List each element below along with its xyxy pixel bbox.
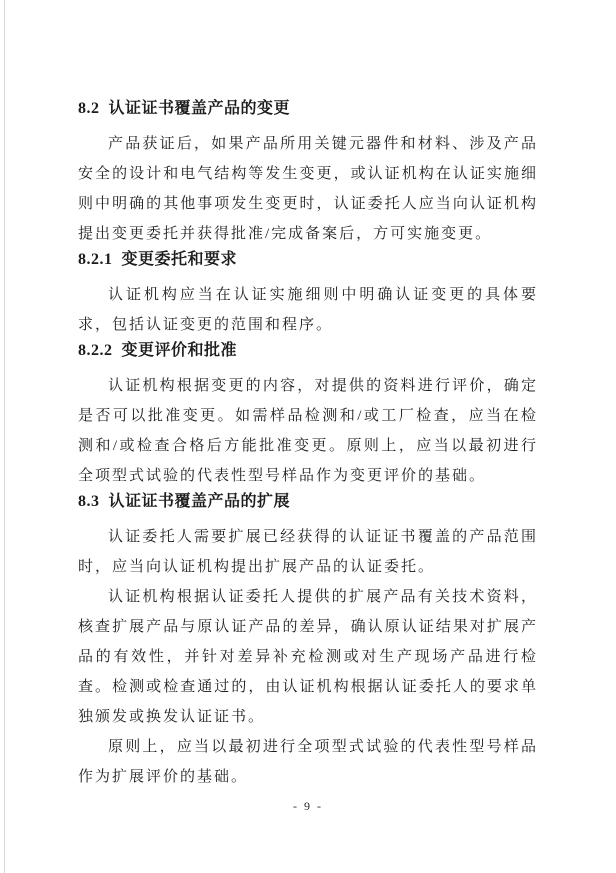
section-number: 8.2 bbox=[78, 100, 100, 117]
section-title: 变更委托和要求 bbox=[121, 251, 238, 268]
section-title: 变更评价和批准 bbox=[121, 342, 238, 359]
section-number: 8.2.2 bbox=[78, 342, 113, 359]
paragraph: 认证机构应当在认证实施细则中明确认证变更的具体要求，包括认证变更的范围和程序。 bbox=[78, 287, 538, 333]
page-number: - 9 - bbox=[293, 799, 323, 813]
paragraph: 认证机构根据变更的内容，对提供的资料进行评价，确定是否可以批准变更。如需样品检测和/或工厂检查，应当在检测和/或检查合格后方能批准变更。原则上，应当以最初进行全项型式试验的代表性型号样品作为变更评价的基础。 bbox=[78, 378, 538, 484]
paragraph: 产品获证后，如果产品所用关键元器件和材料、涉及产品安全的设计和电气结构等发生变更，或认证机构在认证实施细则中明确的其他事项发生变更时，认证委托人应当向认证机构提出变更委托并获得批准/完成备案后，方可实施变更。 bbox=[78, 136, 538, 242]
section-8-2-2 bbox=[78, 340, 538, 491]
section-number: 8.3 bbox=[78, 493, 100, 510]
section-heading bbox=[78, 491, 538, 513]
section-8-2 bbox=[78, 98, 538, 249]
section-heading bbox=[78, 98, 538, 120]
section-title: 认证证书覆盖产品的变更 bbox=[108, 100, 291, 117]
paragraph: 认证委托人需要扩展已经获得的认证证书覆盖的产品范围时，应当向认证机构提出扩展产品的认证委托。 bbox=[78, 529, 538, 575]
section-title: 认证证书覆盖产品的扩展 bbox=[108, 493, 291, 510]
paragraph: 认证机构根据认证委托人提供的扩展产品有关技术资料，核查扩展产品与原认证产品的差异，确认原认证结果对扩展产品的有效性，并针对差异补充检测或对生产现场产品进行检查。检测或检查通过的，由认证机构根据认证委托人的要求单独颁发或换发认证证书。 bbox=[78, 589, 538, 725]
section-number: 8.2.1 bbox=[78, 251, 113, 268]
section-heading bbox=[78, 249, 538, 271]
section-8-2-1 bbox=[78, 249, 538, 340]
section-heading bbox=[78, 340, 538, 362]
section-8-3 bbox=[78, 491, 538, 792]
paragraph: 原则上，应当以最初进行全项型式试验的代表性型号样品作为扩展评价的基础。 bbox=[78, 739, 538, 785]
